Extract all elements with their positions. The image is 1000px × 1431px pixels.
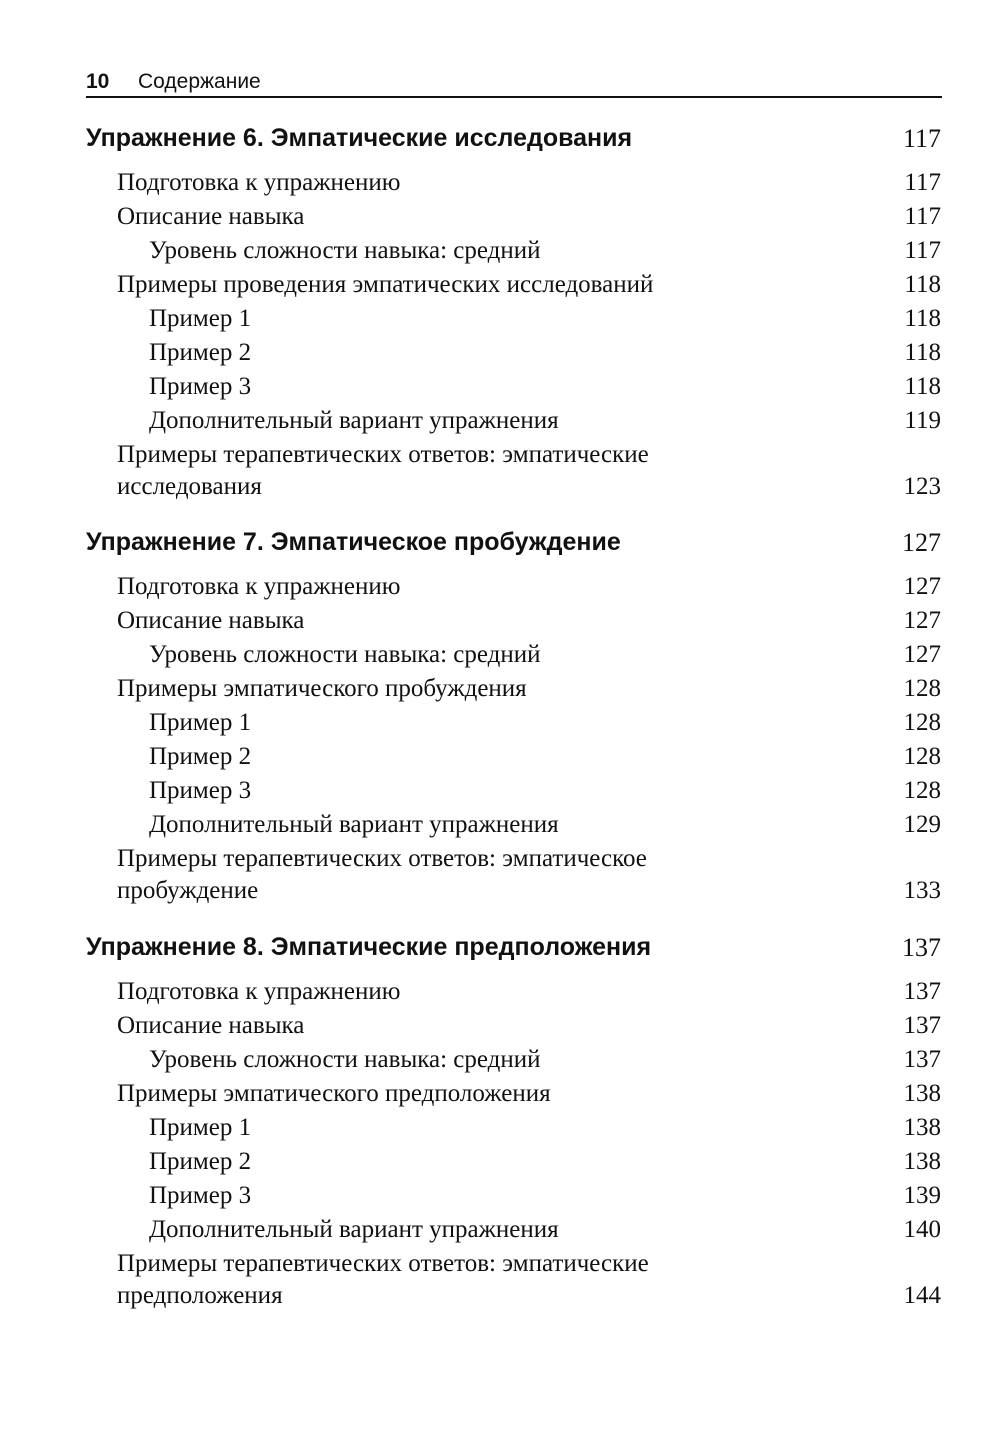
entry-page-number: 127 <box>903 641 941 668</box>
entry-page-number: 128 <box>903 777 941 804</box>
entry-page-number: 117 <box>904 169 941 196</box>
entry-page-number: 127 <box>903 573 941 600</box>
entry-page-number: 137 <box>903 1012 941 1039</box>
running-header <box>86 66 942 98</box>
entry-title: Примеры эмпатического пробуждения <box>117 675 527 702</box>
entry-page-number: 133 <box>903 877 941 904</box>
entry-page-number: 144 <box>903 1282 941 1309</box>
entry-title: Уровень сложности навыка: средний <box>149 641 541 668</box>
entry-title: Дополнительный вариант упражнения <box>149 407 559 434</box>
entry-title: Пример 3 <box>149 373 252 400</box>
entry-page-number: 118 <box>904 339 941 366</box>
section-page-number: 117 <box>902 124 941 153</box>
section-title: Упражнение 7. Эмпатическое пробуждение <box>86 528 621 556</box>
section-title: Упражнение 6. Эмпатические исследования <box>86 124 633 152</box>
entry-title-continuation: пробуждение <box>117 877 259 904</box>
entry-page-number: 118 <box>904 305 941 332</box>
entry-title: Описание навыка <box>117 203 305 230</box>
entry-page-number: 138 <box>903 1114 941 1141</box>
entry-title-continuation: предположения <box>117 1282 283 1309</box>
entry-page-number: 117 <box>904 203 941 230</box>
entry-title: Пример 1 <box>149 305 252 332</box>
entry-title: Примеры эмпатического предположения <box>117 1080 551 1107</box>
entry-title: Пример 2 <box>149 743 252 770</box>
entry-page-number: 139 <box>903 1182 941 1209</box>
entry-title: Пример 1 <box>149 709 252 736</box>
section-page-number: 127 <box>902 528 941 557</box>
entry-title: Примеры терапевтических ответов: эмпатические <box>117 1250 649 1277</box>
entry-title: Уровень сложности навыка: средний <box>149 1046 541 1073</box>
section-title: Упражнение 8. Эмпатические предположения <box>86 933 652 961</box>
entry-page-number: 137 <box>903 1046 941 1073</box>
entry-page-number: 138 <box>903 1148 941 1175</box>
entry-page-number: 129 <box>903 811 941 838</box>
entry-title: Дополнительный вариант упражнения <box>149 811 559 838</box>
entry-title: Описание навыка <box>117 607 305 634</box>
entry-page-number: 128 <box>903 709 941 736</box>
entry-title: Примеры проведения эмпатических исследований <box>117 271 654 298</box>
entry-title: Подготовка к упражнению <box>117 573 401 600</box>
entry-title: Пример 2 <box>149 339 252 366</box>
header-title: Содержание <box>138 70 261 93</box>
entry-page-number: 117 <box>904 237 941 264</box>
entry-page-number: 138 <box>903 1080 941 1107</box>
entry-title: Пример 1 <box>149 1114 252 1141</box>
entry-page-number: 118 <box>904 271 941 298</box>
entry-title: Подготовка к упражнению <box>117 978 401 1005</box>
entry-title-continuation: исследования <box>117 473 262 500</box>
entry-title: Пример 2 <box>149 1148 252 1175</box>
entry-page-number: 119 <box>904 407 941 434</box>
entry-page-number: 140 <box>903 1216 941 1243</box>
entry-title: Дополнительный вариант упражнения <box>149 1216 559 1243</box>
entry-page-number: 123 <box>903 473 941 500</box>
entry-page-number: 128 <box>903 743 941 770</box>
entry-page-number: 128 <box>903 675 941 702</box>
entry-page-number: 127 <box>903 607 941 634</box>
entry-title: Примеры терапевтических ответов: эмпатическое <box>117 845 647 872</box>
entry-title: Пример 3 <box>149 1182 252 1209</box>
entry-title: Подготовка к упражнению <box>117 169 401 196</box>
section-page-number: 137 <box>902 933 941 962</box>
entry-title: Описание навыка <box>117 1012 305 1039</box>
entry-title: Пример 3 <box>149 777 252 804</box>
header-page-number: 10 <box>86 70 110 93</box>
entry-title: Примеры терапевтических ответов: эмпатические <box>117 441 649 468</box>
entry-page-number: 118 <box>904 373 941 400</box>
entry-title: Уровень сложности навыка: средний <box>149 237 541 264</box>
entry-page-number: 137 <box>903 978 941 1005</box>
